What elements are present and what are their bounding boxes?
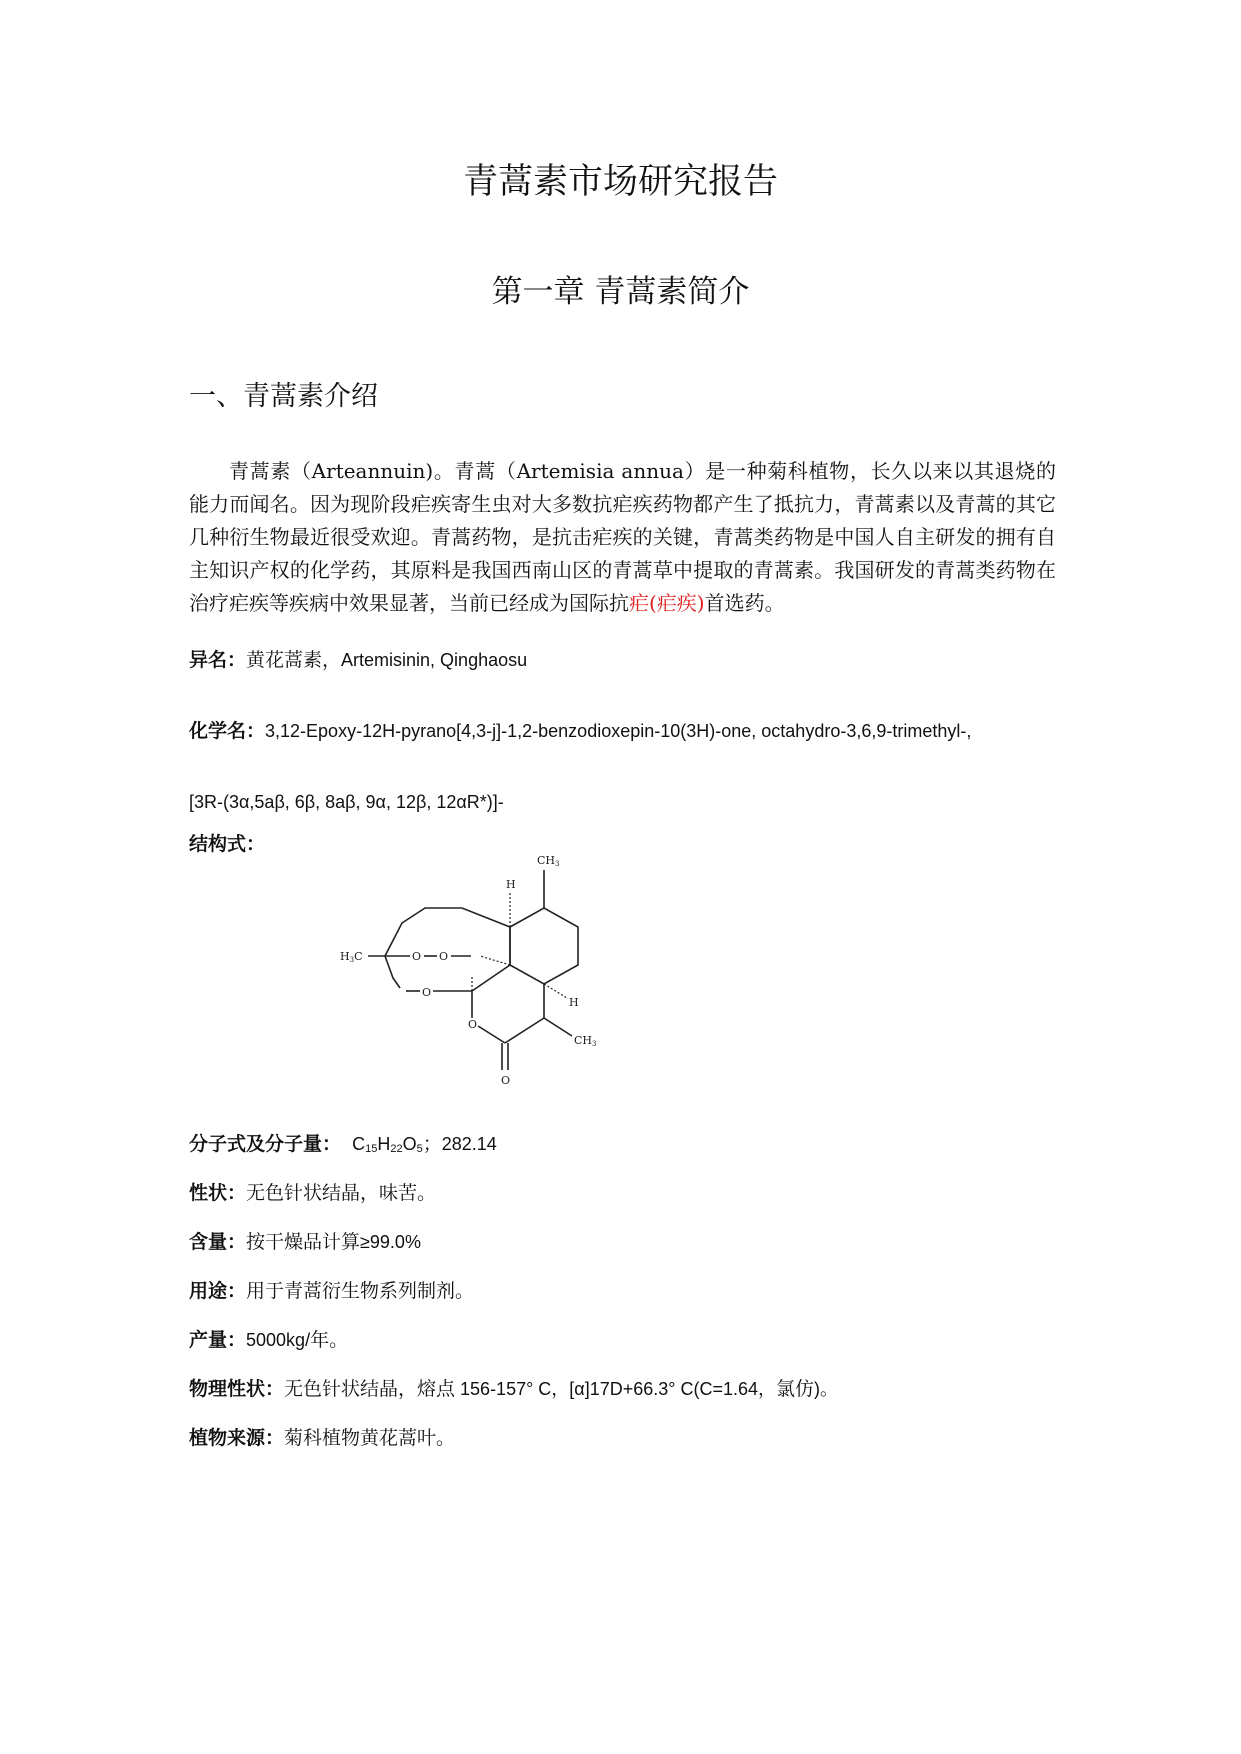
atom-ch3-top: CH3: [537, 854, 560, 868]
output-value-cn: 年。: [310, 1329, 349, 1351]
chem-name-line1: 3,12-Epoxy-12H-pyrano[4,3-j]-1,2-benzodioxepin-10(3H)-one, octahydro-3,6,9-trimethyl-,: [265, 721, 972, 741]
section-heading: 一、青蒿素介绍: [189, 381, 378, 412]
atom-h3c: H3C: [340, 950, 363, 964]
intro-text-end: 首选药。: [704, 591, 785, 615]
chem-name-label: 化学名：: [189, 720, 266, 742]
alias-label: 异名：: [189, 649, 247, 671]
atom-o-keto: O: [501, 1074, 511, 1087]
artemisinin-structure-diagram: [340, 848, 630, 1108]
source-label: 植物来源：: [189, 1427, 285, 1449]
atom-h-right: H: [569, 996, 579, 1009]
content-value-en: ≥99.0%: [360, 1232, 421, 1252]
output-field: [189, 1326, 348, 1354]
physical-value-cn: 无色针状结晶，熔点: [284, 1378, 456, 1400]
alias-value-en: Artemisinin, Qinghaosu: [341, 650, 528, 670]
physical-value-end: )。: [814, 1379, 839, 1399]
alias-value-cn: 黄花蒿素，: [246, 649, 342, 671]
stereo-bond: [544, 984, 567, 998]
physical-value-solvent: 氯仿: [776, 1378, 815, 1400]
output-value-en: 5000kg/: [246, 1330, 311, 1350]
atom-h-top: H: [506, 878, 516, 891]
atom-o1: O: [412, 950, 422, 963]
atom-ch3-right: CH3: [574, 1034, 597, 1048]
chem-name-field: [189, 717, 971, 745]
intro-red-text: 疟(疟疾): [629, 591, 705, 615]
formula-sep: ；: [422, 1133, 442, 1155]
intro-text: 青蒿素（Arteannuin)。青蒿（Artemisia annua）是一种菊科植物，长久以来以其退烧的能力而闻名。因为现阶段疟疾寄生虫对大多数抗疟疾药物都产生了抵抗力，青蒿素以及青蒿的其它几种衍生物最近很受欢迎。青蒿药物，是抗击疟疾的关键，青蒿类药物是中国人自主研发的拥有自主知识产权的化学药，其原料是我国西南山区的青蒿草中提取的青蒿素。我国研发的青蒿类药物在治疗疟疾等疾病中效果显著，当前已经成为国际抗: [189, 459, 1056, 615]
chem-name-line2: [3R-(3α,5aβ, 6β, 8aβ, 9α, 12β, 12αR*)]-: [189, 792, 504, 812]
ring-bond: [385, 956, 400, 988]
usage-field: [189, 1277, 474, 1305]
appearance-field: [189, 1179, 436, 1207]
content-label: 含量：: [189, 1231, 247, 1253]
bond-o-c: [478, 1026, 505, 1043]
appearance-label: 性状：: [189, 1182, 247, 1204]
physical-value-en: 156-157° C，[α]17D+66.3° C(C=1.64，: [455, 1379, 776, 1399]
ring-bond: [385, 908, 510, 956]
report-title: 青蒿素市场研究报告: [462, 162, 778, 202]
physical-field: [189, 1375, 838, 1403]
content-field: [189, 1228, 421, 1256]
chapter-heading: 第一章 青蒿素简介: [491, 274, 750, 310]
molecular-weight: 282.14: [441, 1134, 497, 1154]
source-field: [189, 1424, 455, 1452]
stereo-bond: [480, 956, 510, 965]
bond-methyl: [544, 1018, 572, 1036]
formula-label: 分子式及分子量：: [189, 1133, 342, 1155]
content-value-cn: 按干燥品计算: [246, 1231, 361, 1253]
atom-o2: O: [439, 950, 449, 963]
physical-label: 物理性状：: [189, 1378, 285, 1400]
intro-paragraph: [189, 455, 1056, 620]
ring-bond: [510, 908, 578, 984]
alias-field: [189, 646, 527, 674]
output-label: 产量：: [189, 1329, 247, 1351]
formula-field: [189, 1130, 497, 1163]
atom-o3: O: [422, 986, 432, 999]
atom-o4: O: [468, 1018, 478, 1031]
ring-bond: [472, 965, 510, 991]
structure-label: 结构式：: [189, 833, 266, 855]
appearance-value: 无色针状结晶，味苦。: [246, 1182, 437, 1204]
formula-value: $C_{15}H_{22}O_5$: [352, 1134, 423, 1155]
usage-value: 用于青蒿衍生物系列制剂。: [246, 1280, 475, 1302]
ring-bond: [505, 1018, 544, 1043]
usage-label: 用途：: [189, 1280, 247, 1302]
source-value: 菊科植物黄花蒿叶。: [284, 1427, 456, 1449]
